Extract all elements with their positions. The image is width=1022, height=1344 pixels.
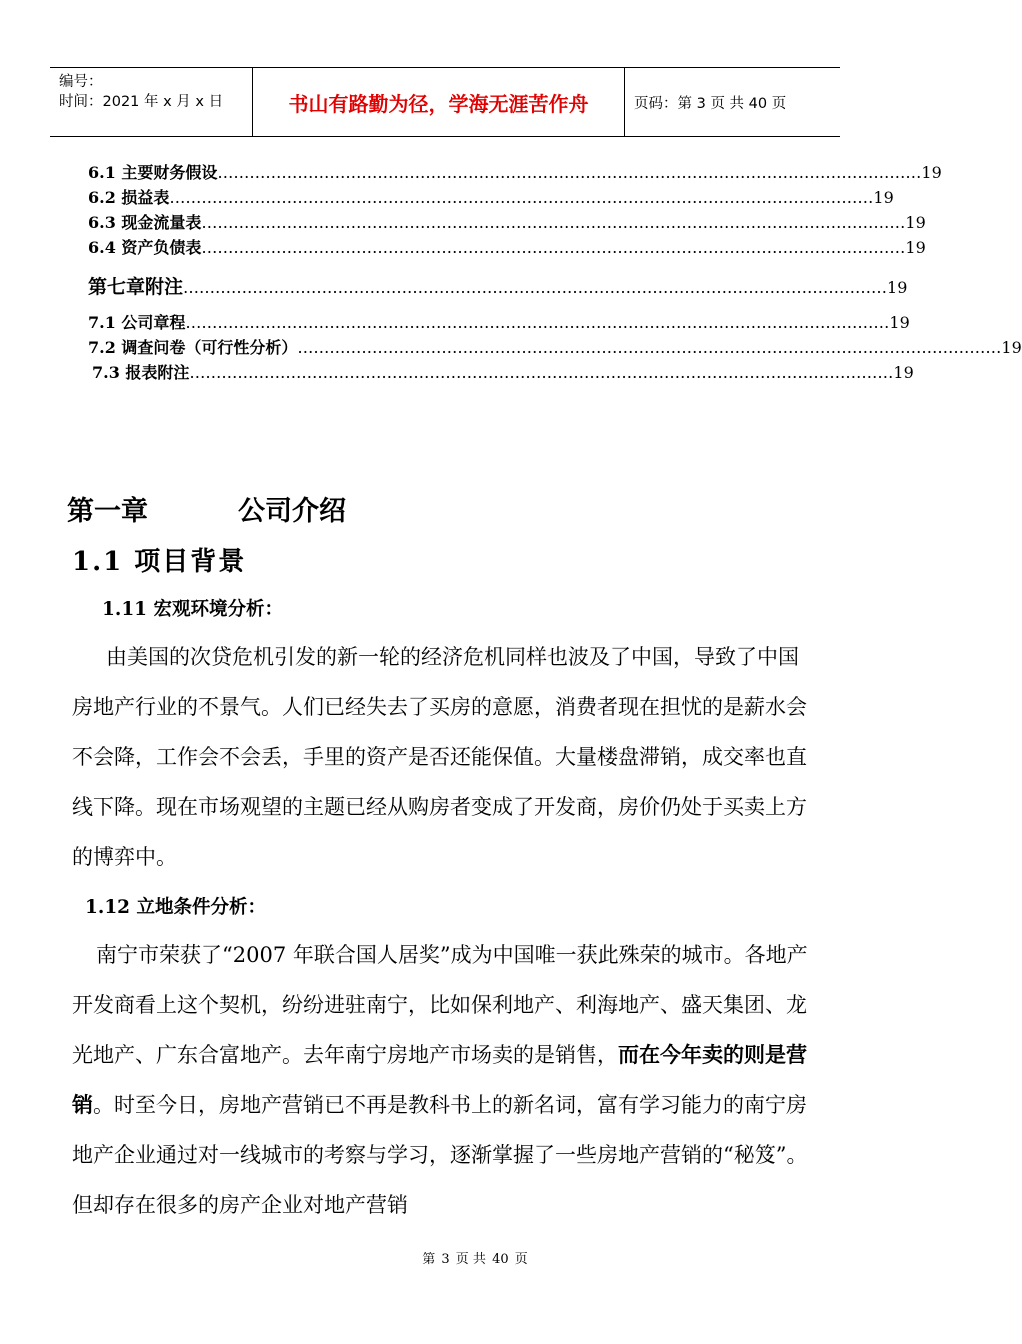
toc-page: 19 — [893, 363, 914, 382]
toc-label: 6.3 现金流量表 — [88, 213, 202, 232]
toc-entry[interactable] — [88, 335, 1022, 358]
paragraph-text: 南宁市荣获了“2007 年联合国人居奖”成为中国唯一获此殊荣的城市。各地产开发商看上这个契机，纷纷进驻南宁，比如保利地产、利海地产、盛天集团、龙光地产、广东合富地产。去年南宁房地产市场卖的是销售， — [72, 943, 808, 1067]
subsection-heading: 1.12 立地条件分析： — [85, 897, 266, 918]
toc-label: 7.3 报表附注 — [92, 363, 190, 382]
chapter-number: 第一章 — [67, 496, 148, 527]
toc-page: 19 — [921, 163, 942, 182]
chapter-title: 公司介绍 — [238, 496, 346, 527]
subsection-heading: 1.11 宏观环境分析： — [102, 599, 283, 620]
paragraph-text: 由美国的次贷危机引发的新一轮的经济危机同样也波及了中国，导致了中国房地产行业的不景气。人们已经失去了买房的意愿，消费者现在担忧的是薪水会不会降，工作会不会丢，手里的资产是否还能保值。大量楼盘滞销，成交率也直线下降。现在市场观望的主题已经从购房者变成了开发商，房价仍处于买卖上方的博弈中。 — [72, 645, 807, 869]
toc-leader: …………………………………………………………………………………………………………………… — [185, 313, 890, 332]
footer-total-pages: 40 — [492, 1252, 509, 1267]
section-heading: 1.1 项目背景 — [72, 547, 247, 577]
page-footer: 第 3 页 共 40 页 — [422, 1252, 528, 1267]
paragraph-text: 。时至今日，房地产营销已不再是教科书上的新名词，富有学习能力的南宁房地产企业通过对一线城市的考察与学习，逐渐掌握了一些房地产营销的“秘笈”。但却存在很多的房产企业对地产营销 — [72, 1093, 808, 1217]
header-page-info: 页码：第 3 页 共 40 页 — [634, 95, 787, 112]
toc-leader: …………………………………………………………………………………………………………………… — [183, 278, 888, 297]
toc-chapter-entry[interactable] — [88, 272, 908, 299]
toc-entry[interactable] — [88, 160, 942, 183]
toc-leader: …………………………………………………………………………………………………………………… — [189, 363, 894, 382]
toc-leader: …………………………………………………………………………………………………………………… — [201, 238, 906, 257]
header-motto: 书山有路勤为径，学海无涯苦作舟 — [253, 68, 625, 136]
toc-label: 6.1 主要财务假设 — [88, 163, 218, 182]
toc-page: 19 — [905, 213, 926, 232]
toc-page: 19 — [887, 278, 908, 297]
toc-leader: …………………………………………………………………………………………………………………… — [217, 163, 922, 182]
paragraph-site-conditions — [72, 930, 812, 1230]
toc-label: 6.4 资产负债表 — [88, 238, 202, 257]
toc-leader: …………………………………………………………………………………………………………………… — [201, 213, 906, 232]
toc-chapter-title: 附注 — [145, 276, 184, 298]
toc-page: 19 — [873, 188, 894, 207]
toc-page: 19 — [1001, 338, 1022, 357]
toc-label: 7.2 调查问卷（可行性分析） — [88, 338, 298, 357]
paragraph-macro-environment — [72, 632, 812, 882]
toc-entry[interactable] — [88, 210, 926, 233]
toc-page: 19 — [905, 238, 926, 257]
toc-leader: …………………………………………………………………………………………………………………… — [169, 188, 874, 207]
toc-chapter-number: 第七章 — [88, 276, 146, 298]
footer-page-number: 3 — [441, 1252, 450, 1267]
toc-entry[interactable] — [88, 185, 894, 208]
header-number: 编号： — [59, 74, 103, 90]
paragraph-emphasis: 而在今年卖的则是营销 — [72, 1042, 807, 1117]
toc-leader: …………………………………………………………………………………………………………………… — [297, 338, 1002, 357]
toc-entry[interactable] — [92, 360, 914, 383]
header-meta — [50, 68, 253, 136]
toc-entry[interactable] — [88, 310, 910, 333]
toc-label: 6.2 损益表 — [88, 188, 170, 207]
header-time: 时间：2021 年 x 月 x 日 — [59, 94, 224, 110]
toc-label: 7.1 公司章程 — [88, 313, 186, 332]
page-header — [50, 67, 840, 137]
chapter-heading — [67, 489, 346, 528]
toc-page: 19 — [889, 313, 910, 332]
toc-entry[interactable] — [88, 235, 926, 258]
